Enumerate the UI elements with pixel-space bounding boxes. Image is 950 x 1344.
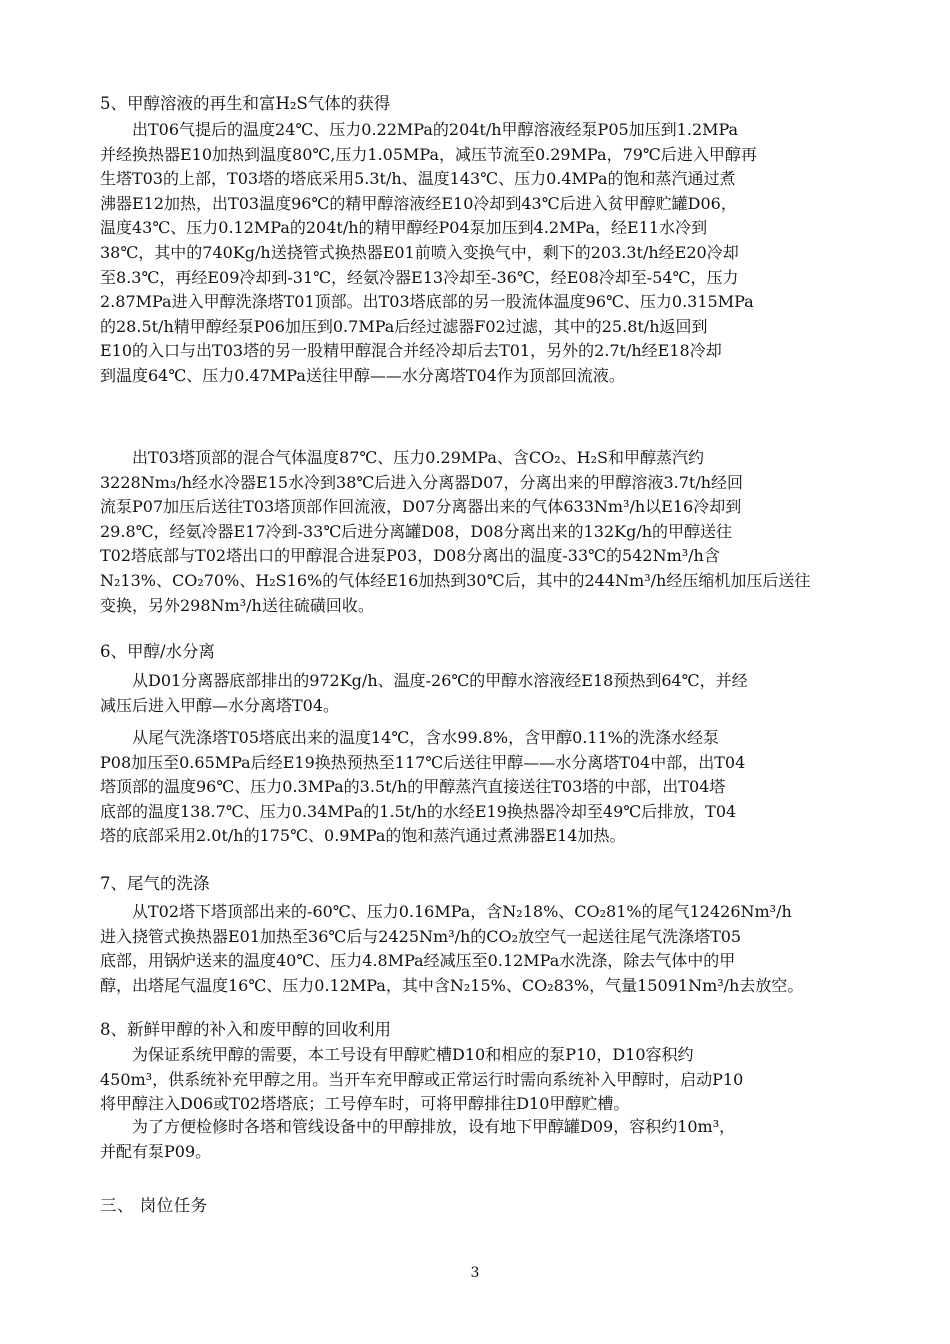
section-5-para-2 bbox=[100, 446, 852, 618]
text-line: 从尾气洗涤塔T05塔底出来的温度14℃，含水99.8%，含甲醇0.11%的洗涤水经泵 bbox=[132, 728, 719, 747]
text-line: 3228Nm₃/h经水冷器E15水冷到38℃后进入分离器D07，分离出来的甲醇溶液3.7t/h经回 bbox=[100, 472, 744, 492]
section-8-heading: 8、新鲜甲醇的补入和废甲醇的回收利用 bbox=[100, 1020, 391, 1039]
text-line: 沸器E12加热，出T03温度96℃的精甲醇溶液经E10冷却到43℃后进入贫甲醇贮罐D06， bbox=[100, 193, 737, 213]
text-line: 进入挠管式换热器E01加热至36℃后与2425Nm³/h的CO₂放空气一起送往尾气洗涤塔T05 bbox=[100, 926, 742, 946]
section-7-heading: 7、尾气的洗涤 bbox=[100, 874, 210, 893]
text-line: 到温度64℃、压力0.47MPa送往甲醇——水分离塔T04作为顶部回流液。 bbox=[100, 365, 625, 385]
text-line: 并配有泵P09。 bbox=[100, 1141, 212, 1161]
text-line: 生塔T03的上部，T03塔的塔底采用5.3t/h、温度143℃、压力0.4MPa的饱和蒸汽通过煮 bbox=[100, 169, 736, 189]
section-5-heading: 5、甲醇溶液的再生和富H₂S气体的获得 bbox=[100, 94, 391, 113]
text-line: E10的入口与出T03塔的另一股精甲醇混合并经冷却后去T01，另外的2.7t/h经E18冷却 bbox=[100, 341, 722, 361]
text-line: 醇，出塔尾气温度16℃、压力0.12MPa，其中含N₂15%、CO₂83%，气量15091Nm³/h去放空。 bbox=[100, 975, 804, 995]
text-line: T02塔底部与T02塔出口的甲醇混合进泵P03，D08分离出的温度-33℃的542Nm³/h含 bbox=[100, 546, 720, 566]
text-line: 塔的底部采用2.0t/h的175℃、0.9MPa的饱和蒸汽通过煮沸器E14加热。 bbox=[100, 826, 626, 846]
page-number: 3 bbox=[470, 1265, 480, 1281]
section-7-para-1 bbox=[100, 900, 852, 998]
text-line: 塔顶部的温度96℃、压力0.3MPa的3.5t/h的甲醇蒸汽直接送往T03塔的中部，出T04塔 bbox=[100, 777, 726, 797]
text-line: 2.87MPa进入甲醇洗涤塔T01顶部。出T03塔底部的另一股流体温度96℃、压力0.315MPa bbox=[100, 292, 754, 312]
text-line: 出T03塔顶部的混合气体温度87℃、压力0.29MPa、含CO₂、H₂S和甲醇蒸汽约 bbox=[132, 448, 704, 467]
section-3-heading: 三、 岗位任务 bbox=[100, 1196, 208, 1215]
text-line: 温度43℃、压力0.12MPa的204t/h的精甲醇经P04泵加压到4.2MPa，经E11水冷到 bbox=[100, 218, 708, 238]
text-line: 为了方便检修时各塔和管线设备中的甲醇排放，设有地下甲醇罐D09，容积约10m³， bbox=[132, 1117, 736, 1136]
text-line: 450m³，供系统补充甲醇之用。当开车充甲醇或正常运行时需向系统补入甲醇时，启动P10 bbox=[100, 1069, 744, 1089]
text-line: 并经换热器E10加热到温度80℃,压力1.05MPa，减压节流至0.29MPa，79℃后进入甲醇再 bbox=[100, 144, 757, 164]
section-6-para-1 bbox=[100, 669, 852, 718]
text-line: 38℃，其中的740Kg/h送挠管式换热器E01前喷入变换气中，剩下的203.3t/h经E20冷却 bbox=[100, 242, 739, 262]
text-line: 为保证系统甲醇的需要，本工号设有甲醇贮槽D10和相应的泵P10，D10容积约 bbox=[132, 1045, 694, 1064]
section-6-heading: 6、甲醇/水分离 bbox=[100, 642, 216, 661]
text-line: 底部，用锅炉送来的温度40℃、压力4.8MPa经减压至0.12MPa水洗涤，除去气体中的甲 bbox=[100, 951, 736, 971]
text-line: 将甲醇注入D06或T02塔塔底；工号停车时，可将甲醇排往D10甲醇贮槽。 bbox=[100, 1094, 630, 1114]
text-line: P08加压至0.65MPa后经E19换热预热至117℃后送往甲醇——水分离塔T04中部，出T04 bbox=[100, 752, 746, 772]
text-line: 的28.5t/h精甲醇经泵P06加压到0.7MPa后经过滤器F02过滤，其中的25.8t/h返回到 bbox=[100, 316, 708, 336]
text-line: 从D01分离器底部排出的972Kg/h、温度-26℃的甲醇水溶液经E18预热到64℃，并经 bbox=[132, 671, 748, 690]
text-line: 从T02塔下塔顶部出来的-60℃、压力0.16MPa，含N₂18%、CO₂81%的尾气12426Nm³/h bbox=[132, 902, 792, 921]
text-line: 出T06气提后的温度24℃、压力0.22MPa的204t/h甲醇溶液经泵P05加压到1.2MPa bbox=[132, 120, 739, 139]
text-line: 变换，另外298Nm³/h送往硫磺回收。 bbox=[100, 595, 374, 615]
text-line: 流泵P07加压后送往T03塔顶部作回流液，D07分离器出来的气体633Nm³/h以E16冷却到 bbox=[100, 497, 742, 517]
text-line: N₂13%、CO₂70%、H₂S16%的气体经E16加热到30℃后，其中的244Nm³/h经压缩机加压后送往 bbox=[100, 570, 811, 590]
section-6-para-2 bbox=[100, 726, 852, 849]
section-5-para-1 bbox=[100, 118, 852, 389]
text-line: 底部的温度138.7℃、压力0.34MPa的1.5t/h的水经E19换热器冷却至49℃后排放，T04 bbox=[100, 801, 737, 821]
text-line: 减压后进入甲醇—水分离塔T04。 bbox=[100, 695, 340, 715]
text-line: 至8.3℃，再经E09冷却到-31℃，经氨冷器E13冷却至-36℃，经E08冷却至-54℃，压力 bbox=[100, 267, 739, 287]
text-line: 29.8℃，经氨冷器E17冷到-33℃后进分离罐D08，D08分离出来的132Kg/h的甲醇送往 bbox=[100, 521, 733, 541]
section-8-para-2 bbox=[100, 1115, 852, 1164]
section-8-para-1 bbox=[100, 1043, 852, 1117]
